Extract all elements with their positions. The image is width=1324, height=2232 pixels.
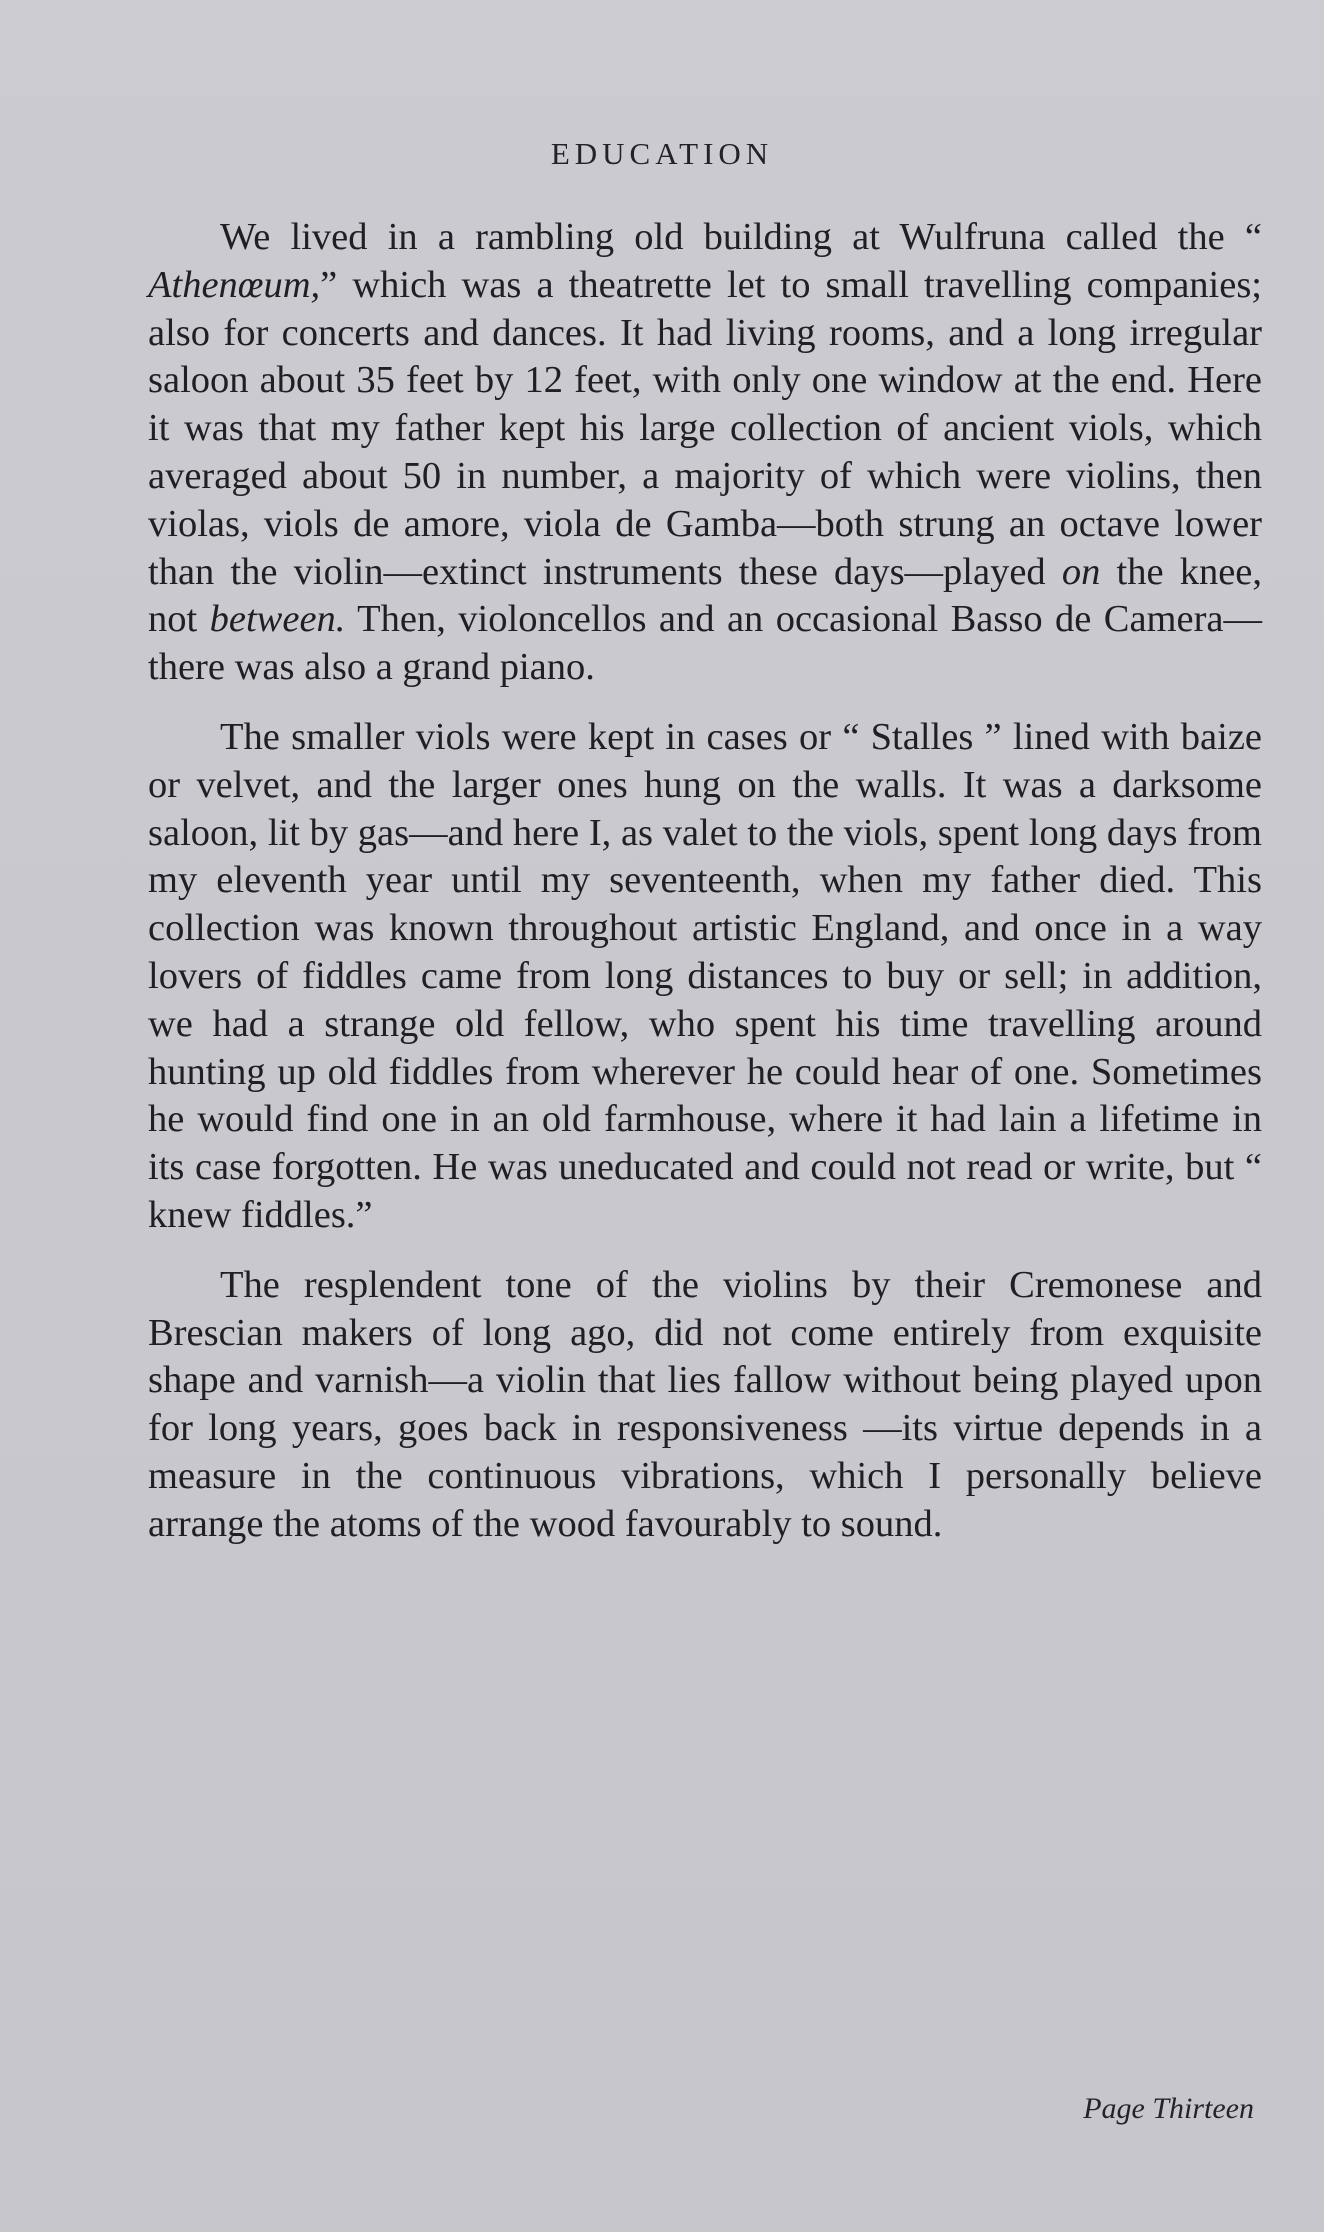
running-head: EDUCATION <box>550 136 774 171</box>
italic-text: Athenœum, <box>148 263 321 306</box>
italic-text: on <box>1061 550 1101 593</box>
paragraph-1 <box>148 214 1262 692</box>
page-number: Page Thirteen <box>1083 2092 1254 2125</box>
paragraph-3 <box>148 1262 1262 1549</box>
text-run: the knee, not <box>148 550 1262 641</box>
text-run: The resplendent tone of the violins by their Cremonese and Brescian makers of long ago, did not come entirely from exquisite shape and varnish—a violin that lies fallow without being played upon for long years, goes back in responsiveness —its virtue depends in a measure in the continuous vibrations, which I personally believe arrange the atoms of the wood favourably to sound. <box>148 1263 1262 1545</box>
text-run: The smaller viols were kept in cases or “ Stalles ” lined with baize or velvet, and the larger ones hung on the walls. It was a darksome saloon, lit by gas—and here I, as valet to the viols, spent long days from my eleventh year until my seventeenth, when my father died. This collection was known throughout artistic England, and once in a way lovers of fiddles came from long distances to buy or sell; in addition, we had a strange old fellow, who spent his time travelling around hunting up old fiddles from wherever he could hear of one. Sometimes he would find one in an old farmhouse, where it had lain a lifetime in its case forgotten. He was uneducated and could not read or write, but “ knew fiddles.” <box>148 715 1262 1236</box>
italic-text: between. <box>209 598 346 641</box>
text-run: ” which was a theatrette let to small travelling companies; also for concerts and dances. It had living rooms, and a long irregular saloon about 35 feet by 12 feet, with only one window at the end. Here it was that my father kept his large collection of ancient viols, which averaged about 50 in number, a majority of which were violins, then violas, viols de amore, viola de Gamba—both strung an octave lower than the violin—extinct instruments these days—played <box>148 263 1262 593</box>
text-run: Then, violoncellos and an occasional Basso de Camera—there was also a grand piano. <box>148 598 1263 689</box>
paragraph-2 <box>148 714 1262 1240</box>
text-run: We lived in a rambling old building at Wulfruna called the “ <box>220 216 1262 258</box>
body-text <box>148 214 1262 1571</box>
